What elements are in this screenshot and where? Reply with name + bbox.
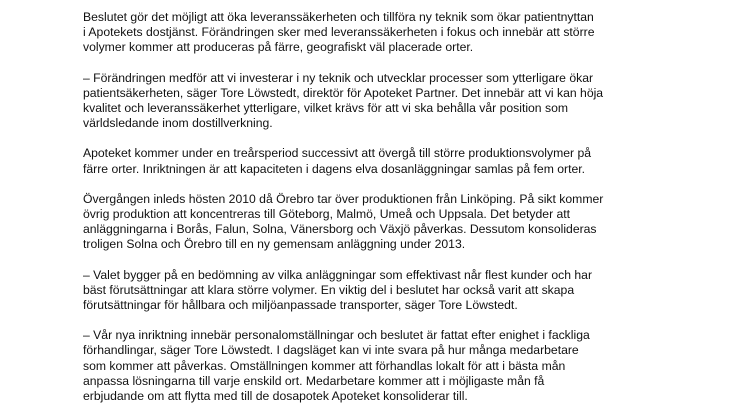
- text-line: anläggningarna i Borås, Falun, Solna, Vänersborg och Växjö påverkas. Dessutom konsolideras: [83, 222, 597, 237]
- text-line: – Vår nya inriktning innebär personalomställningar och beslutet är fattat efter enighet i fackliga: [83, 328, 590, 343]
- text-line: bäst förutsättningar att klara större volymer. En viktig del i beslutet har också varit att skapa: [83, 282, 575, 297]
- text-line: Övergången inleds hösten 2010 då Örebro tar över produktionen från Linköping. På sikt kommer: [83, 191, 604, 206]
- paragraph-transition: [83, 192, 683, 253]
- paragraph-three-year-plan: [83, 146, 683, 176]
- text-line: erbjudande om att flytta med till de dosapotek Apoteket konsoliderar till.: [83, 389, 468, 404]
- text-line: – Förändringen medför att vi investerar i ny teknik och utvecklar processer som ytterligare ökar: [83, 70, 594, 85]
- text-line: världsledande inom dostillverkning.: [83, 116, 273, 131]
- text-line: som kommer att påverkas. Omställningen kommer att förhandlas lokalt för att i bästa mån: [83, 358, 566, 373]
- text-line: anpassa lösningarna till varje enskild ort. Medarbetare kommer att i möjligaste mån få: [83, 373, 545, 388]
- text-line: förutsättningar för hållbara och miljöanpassade transporter, säger Tore Löwstedt.: [83, 298, 518, 313]
- paragraph-quote-staff: [83, 328, 683, 404]
- text-line: övrig produktion att koncentreras till Göteborg, Malmö, Umeå och Uppsala. Det betyder att: [83, 207, 571, 222]
- paragraph-quote-investment: [83, 71, 683, 132]
- text-line: färre orter. Inriktningen är att kapaciteten i dagens elva dosanläggningar samlas på fem orter.: [83, 161, 586, 176]
- text-line: Apoteket kommer under en treårsperiod successivt att övergå till större produktionsvolymer på: [83, 146, 592, 161]
- document-body: [83, 10, 683, 419]
- text-line: i Apotekets dostjänst. Förändringen sker med leveranssäkerheten i fokus och innebär att större: [83, 25, 595, 40]
- text-line: förhandlingar, säger Tore Löwstedt. I dagsläget kan vi inte svara på hur många medarbetare: [83, 343, 579, 358]
- text-line: troligen Solna och Örebro till en ny gemensam anläggning under 2013.: [83, 237, 466, 252]
- text-line: kvalitet och leveranssäkerhet ytterligare, vilket krävs för att vi ska behålla vår position som: [83, 101, 569, 116]
- text-line: patientsäkerheten, säger Tore Löwstedt, direktör för Apoteket Partner. Det innebär att vi kan höja: [83, 85, 604, 100]
- paragraph-quote-choice: [83, 268, 683, 314]
- text-line: – Valet bygger på en bedömning av vilka anläggningar som effektivast når flest kunder och har: [83, 267, 593, 282]
- text-line: Beslutet gör det möjligt att öka leveranssäkerheten och tillföra ny teknik som ökar patientnyttan: [83, 10, 594, 24]
- text-line: volymer kommer att produceras på färre, geografiskt väl placerade orter.: [83, 40, 474, 55]
- paragraph-decision: [83, 10, 683, 56]
